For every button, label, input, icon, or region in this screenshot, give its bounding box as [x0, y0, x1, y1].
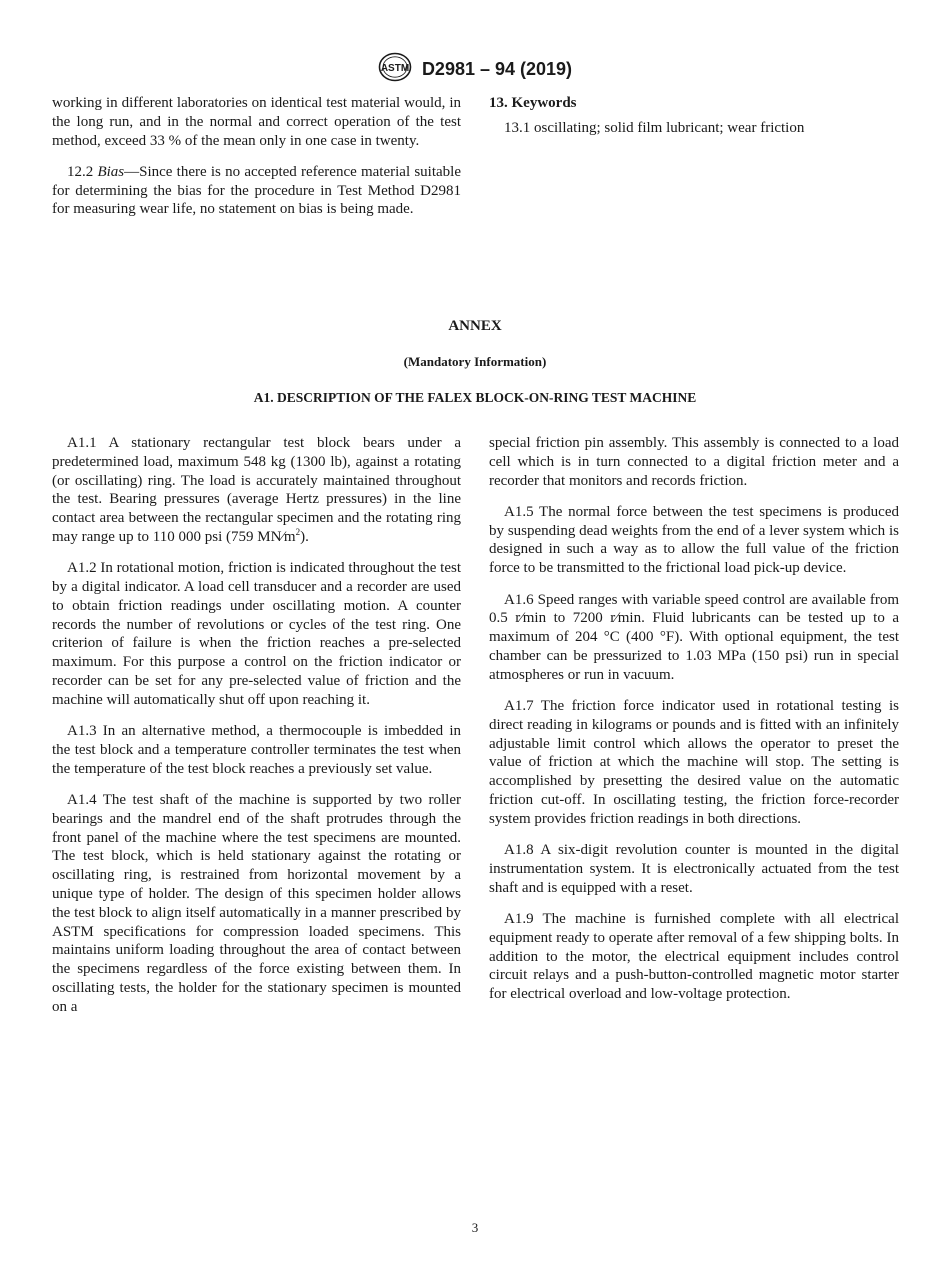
- astm-logo-icon: [378, 52, 412, 87]
- paragraph-a1-3: A1.3 In an alternative method, a thermocouple is imbedded in the test block and a temperature controller terminates the test when the temperature of the test block reaches a previously set value.: [52, 723, 461, 777]
- paragraph-a1-1: [52, 434, 461, 547]
- annex-section-title: A1. DESCRIPTION OF THE FALEX BLOCK-ON-RING TEST MACHINE: [253, 390, 697, 405]
- left-column-top: [52, 94, 461, 232]
- document-designation: D2981 – 94 (2019): [421, 59, 573, 79]
- page-header: [0, 52, 950, 87]
- logo-lettering: ASTM: [380, 63, 410, 74]
- a1-1-text: A1.1 A stationary rectangular test block bears under a predetermined load, maximum 548 kg (1300 lb), against a rotating (or oscillating) ring. The load is accurately maintained throughout the test. Bearing pressures (average Hertz pressures) in the line contact area between the rectangular specimen and the rotating ring may range up to 110 000 psi (759 MN⁄m: [52, 435, 461, 545]
- right-column-top: [489, 94, 899, 150]
- page-number: 3: [471, 1220, 479, 1235]
- annex-subtitle: (Mandatory Information): [403, 354, 547, 369]
- left-column-body: [52, 434, 461, 1029]
- annex-title: ANNEX: [448, 318, 502, 334]
- paragraph-13-1: 13.1 oscillating; solid film lubricant; wear friction: [504, 119, 805, 136]
- paragraph-a1-9: A1.9 The machine is furnished complete with all electrical equipment ready to operate after removal of a few shipping bolts. In addition to the motor, the electrical equipment includes control circuit relays and a push-button-controlled magnetic motor starter for electrical overload and low-voltage protection.: [489, 911, 899, 1003]
- paragraph-12-2: [52, 163, 461, 219]
- paragraph-a1-4-continuation: special friction pin assembly. This assembly is connected to a load cell which is in turn connected to a digital friction meter and a recorder that monitors and records friction.: [489, 435, 899, 489]
- superscript: 2: [295, 526, 301, 537]
- a1-1-end: ).: [300, 528, 309, 545]
- section-heading-keywords: 13. Keywords: [489, 95, 577, 111]
- paragraph-a1-7: A1.7 The friction force indicator used in rotational testing is direct reading in kilograms or pounds and is fitted with an infinitely adjustable limit control which allows the operator to preset the value of friction at which the machine will stop. The setting is accomplished by presetting the desired value on the automatic friction cut-off. In oscillating testing, the friction force-recorder system provides friction readings in both directions.: [489, 698, 899, 827]
- paragraph-a1-4: A1.4 The test shaft of the machine is supported by two roller bearings and the mandrel end of the shaft protrudes through the front panel of the machine where the test specimens are mounted. The test block, which is held stationary against the rotating or oscillating ring, is restrained from horizontal movement by a unique type of holder. The design of this specimen holder allows the test block to align itself automatically in a manner prescribed by ASTM specifications for compression loaded specimens. This maintains uniform loading throughout the area of contact between the specimens regardless of the force existing between them. In oscillating tests, the holder for the stationary specimen is mounted on a: [52, 792, 461, 1015]
- paragraph-12-1-continuation: working in different laboratories on identical test material would, in the long run, and in the normal and correct operation of the test method, exceed 33 % of the mean only in one case in twenty.: [52, 95, 461, 149]
- right-column-body: [489, 434, 899, 1017]
- paragraph-a1-8: A1.8 A six-digit revolution counter is mounted in the digital instrumentation system. It is electronically actuated from the test shaft and is equipped with a reset.: [489, 842, 899, 896]
- paragraph-a1-5: A1.5 The normal force between the test specimens is produced by suspending dead weights from the end of a lever system which is designed in such a way as to allow the full value of the friction force to be transmitted to the frictional load pick-up device.: [489, 503, 899, 577]
- paragraph-a1-2: A1.2 In rotational motion, friction is indicated throughout the test by a digital indicator. A load cell transducer and a recorder are used to obtain friction readings under oscillating motion. A counter records the number of revolutions or cycles of the test ring. One criterion of failure is when the friction reaches a pre-selected maximum. For this purpose a control on the friction indicator or recorder can be set for any pre-selected value of friction and the machine will automatically shut off upon reaching it.: [52, 560, 461, 708]
- paragraph-number: 12.2: [67, 163, 94, 180]
- bias-term: Bias: [97, 163, 125, 180]
- paragraph-a1-6: A1.6 Speed ranges with variable speed control are available from 0.5 r⁄min to 7200 r⁄min. Fluid lubricants can be tested up to a maximum of 204 °C (400 °F). With optional equipment, the test chamber can be pressurized to 1.03 MPa (150 psi) run in special atmospheres or run in vacuum.: [489, 591, 899, 683]
- bias-text: —Since there is no accepted reference material suitable for determining the bias for the procedure in Test Method D2981 for measuring wear life, no statement on bias is being made.: [52, 163, 461, 218]
